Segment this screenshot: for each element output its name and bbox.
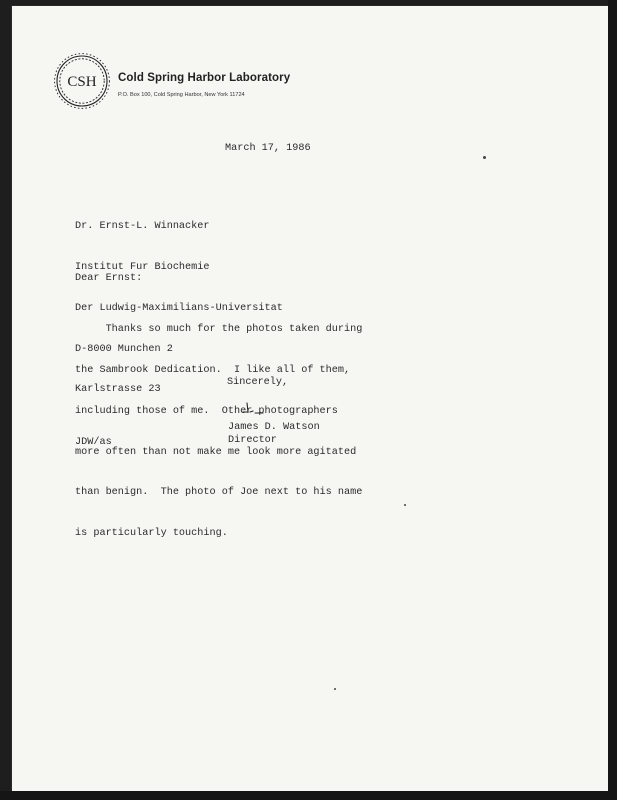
- paper-speck: [483, 156, 486, 159]
- typist-initials: JDW/as: [75, 437, 112, 448]
- body-line: more often than not make me look more agitated: [75, 446, 357, 458]
- paper-speck: [334, 688, 336, 690]
- salutation: Dear Ernst:: [75, 273, 143, 284]
- signer-title: Director: [228, 435, 277, 446]
- body-line: including those of me. Other photographers: [75, 405, 338, 417]
- organization-address: P.O. Box 100, Cold Spring Harbor, New York 11724: [118, 92, 245, 98]
- signer-name: James D. Watson: [228, 422, 320, 433]
- scan-border-right: [608, 0, 617, 800]
- scan-border-bottom: [0, 791, 617, 800]
- recipient-line: Der Ludwig-Maximilians-Universitat: [75, 302, 283, 314]
- recipient-line: Karlstrasse 23: [75, 384, 161, 396]
- letter-date: March 17, 1986: [225, 143, 311, 154]
- recipient-line: Dr. Ernst-L. Winnacker: [75, 221, 210, 233]
- closing: Sincerely,: [227, 377, 289, 388]
- recipient-line: Institut Fur Biochemie: [75, 261, 210, 273]
- body-line: than benign. The photo of Joe next to his name: [75, 487, 363, 499]
- signature: [240, 400, 266, 416]
- body-line: is particularly touching.: [75, 528, 228, 540]
- body-line: Thanks so much for the photos taken during: [75, 324, 363, 336]
- recipient-line: D-8000 Munchen 2: [75, 343, 173, 355]
- letter-page: [12, 6, 608, 791]
- paper-speck: [404, 504, 406, 506]
- organization-name: Cold Spring Harbor Laboratory: [118, 72, 291, 84]
- csh-logo: [53, 52, 111, 110]
- body-line: the Sambrook Dedication. I like all of them,: [75, 364, 351, 376]
- logo-text: CSH: [67, 74, 97, 90]
